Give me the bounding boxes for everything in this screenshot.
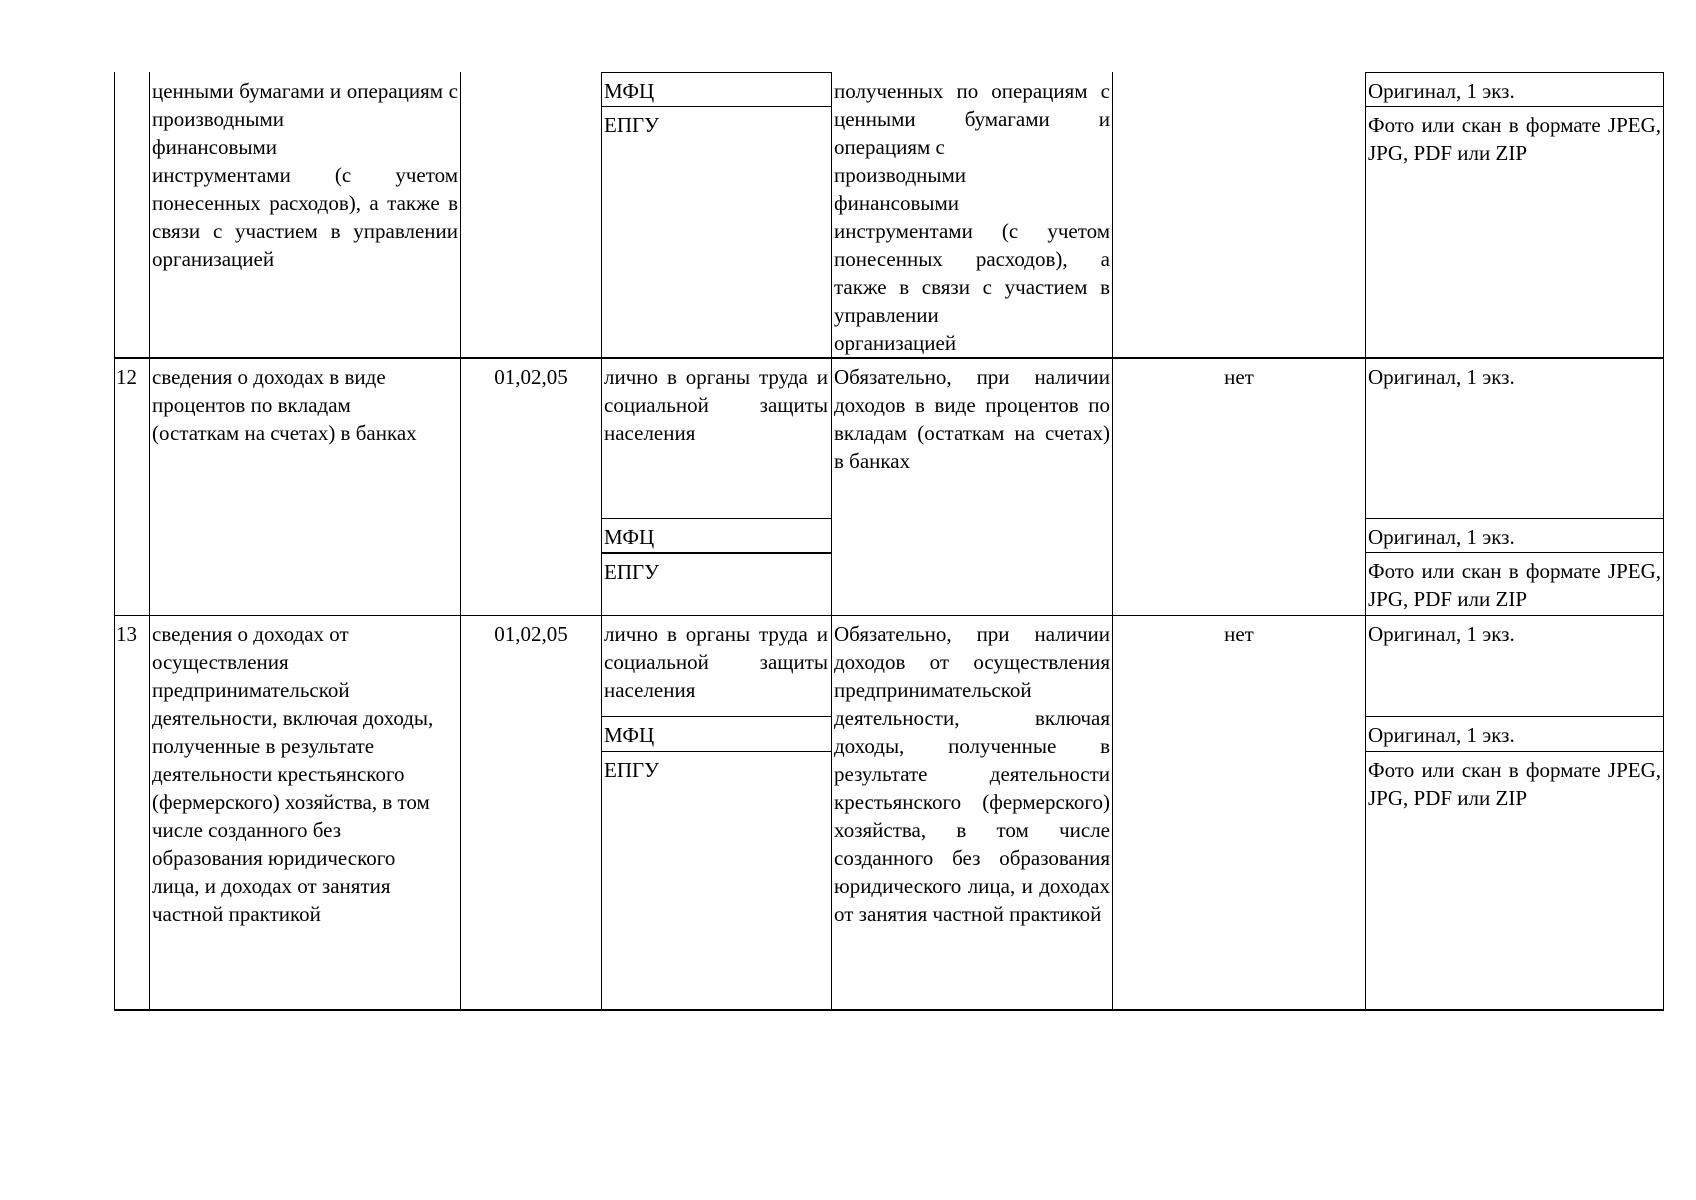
document-text: ценными бумагами и операциям с производными bbox=[152, 79, 458, 131]
channel-mfc: МФЦ bbox=[604, 525, 655, 549]
subrow-separator bbox=[1365, 751, 1664, 752]
column-divider bbox=[149, 72, 150, 1011]
condition-text: полученных по операциям с ценными бумагами и операциям с bbox=[834, 79, 1110, 159]
form-epgu: Фото или скан в формате JPEG, JPG, PDF или ZIP bbox=[1368, 758, 1661, 810]
row-number: 13 bbox=[116, 622, 137, 646]
column-divider bbox=[601, 72, 602, 1011]
row-number: 12 bbox=[116, 365, 137, 389]
document-cell: сведения о доходах в виде процентов по вкладам (остаткам на счетах) в банках bbox=[152, 365, 417, 445]
row-separator bbox=[114, 615, 1664, 616]
document-text: финансовыми bbox=[152, 135, 278, 159]
channel-mfc: МФЦ bbox=[604, 79, 655, 103]
column-divider bbox=[1112, 72, 1113, 1011]
documents-table bbox=[114, 72, 1664, 1010]
condition-text: производными bbox=[834, 163, 966, 187]
condition-text: финансовыми bbox=[834, 191, 960, 215]
condition-text: инструментами (с учетом понесенных расходов), а также в связи с участием в управлении bbox=[834, 219, 1110, 327]
column-divider bbox=[1365, 72, 1366, 1011]
form-mfc: Оригинал, 1 экз. bbox=[1368, 525, 1515, 549]
channel-epgu: ЕПГУ bbox=[604, 560, 660, 584]
subrow-separator bbox=[1365, 716, 1664, 717]
channel-in-person: лично в органы труда и социальной защиты населения bbox=[604, 365, 828, 445]
codes-cell: 01,02,05 bbox=[494, 365, 568, 389]
status-cell: нет bbox=[1224, 365, 1254, 389]
subrow-separator bbox=[601, 716, 832, 717]
channel-epgu: ЕПГУ bbox=[604, 758, 660, 782]
form-in-person: Оригинал, 1 экз. bbox=[1368, 622, 1515, 646]
form-epgu: Фото или скан в формате JPEG, JPG, PDF или ZIP bbox=[1368, 559, 1661, 611]
subrow-separator bbox=[601, 518, 832, 519]
form-mfc: Оригинал, 1 экз. bbox=[1368, 723, 1515, 747]
subrow-separator bbox=[601, 106, 832, 107]
subrow-separator bbox=[1365, 518, 1664, 519]
column-divider bbox=[460, 72, 461, 1011]
subrow-separator bbox=[601, 751, 832, 752]
document-cell bbox=[152, 77, 458, 273]
condition-cell: Обязательно, при наличии доходов от осуществления предпринимательской деятельности, включая доходы, полученные в результате деятельности крестьянского (фермерского) хозяйства, в том числе созданного без образования юридического лица, и доходах от занятия частной практикой bbox=[834, 622, 1110, 926]
condition-cell bbox=[834, 77, 1110, 357]
document-cell: сведения о доходах от осуществления предпринимательской деятельности, включая доходы, полученные в результате деятельности крестьянского (фермерского) хозяйства, в том числе созданного без образования юридического лица, и доходах от занятия частной практикой bbox=[152, 622, 434, 926]
form-epgu: Фото или скан в формате JPEG, JPG, PDF или ZIP bbox=[1368, 113, 1661, 165]
status-cell: нет bbox=[1224, 622, 1254, 646]
condition-cell: Обязательно, при наличии доходов в виде процентов по вкладам (остаткам на счетах) в банках bbox=[834, 365, 1110, 473]
row-separator bbox=[114, 357, 1664, 359]
codes-cell: 01,02,05 bbox=[494, 622, 568, 646]
subrow-separator bbox=[601, 72, 832, 73]
channel-epgu: ЕПГУ bbox=[604, 113, 660, 137]
document-text: инструментами (с учетом понесенных расходов), а также в связи с участием в управлении организацией bbox=[152, 163, 458, 271]
channel-mfc: МФЦ bbox=[604, 723, 655, 747]
channel-in-person: лично в органы труда и социальной защиты населения bbox=[604, 622, 828, 702]
table-border-bottom bbox=[114, 1009, 1664, 1011]
column-divider bbox=[831, 72, 832, 1011]
form-mfc: Оригинал, 1 экз. bbox=[1368, 79, 1515, 103]
subrow-separator bbox=[1365, 106, 1664, 107]
condition-text: организацией bbox=[834, 331, 957, 355]
subrow-separator bbox=[1365, 72, 1664, 73]
form-in-person: Оригинал, 1 экз. bbox=[1368, 365, 1515, 389]
table-border-right bbox=[1663, 72, 1664, 1011]
subrow-separator bbox=[1365, 552, 1664, 553]
subrow-separator bbox=[601, 552, 832, 554]
table-border-left bbox=[114, 72, 115, 1011]
